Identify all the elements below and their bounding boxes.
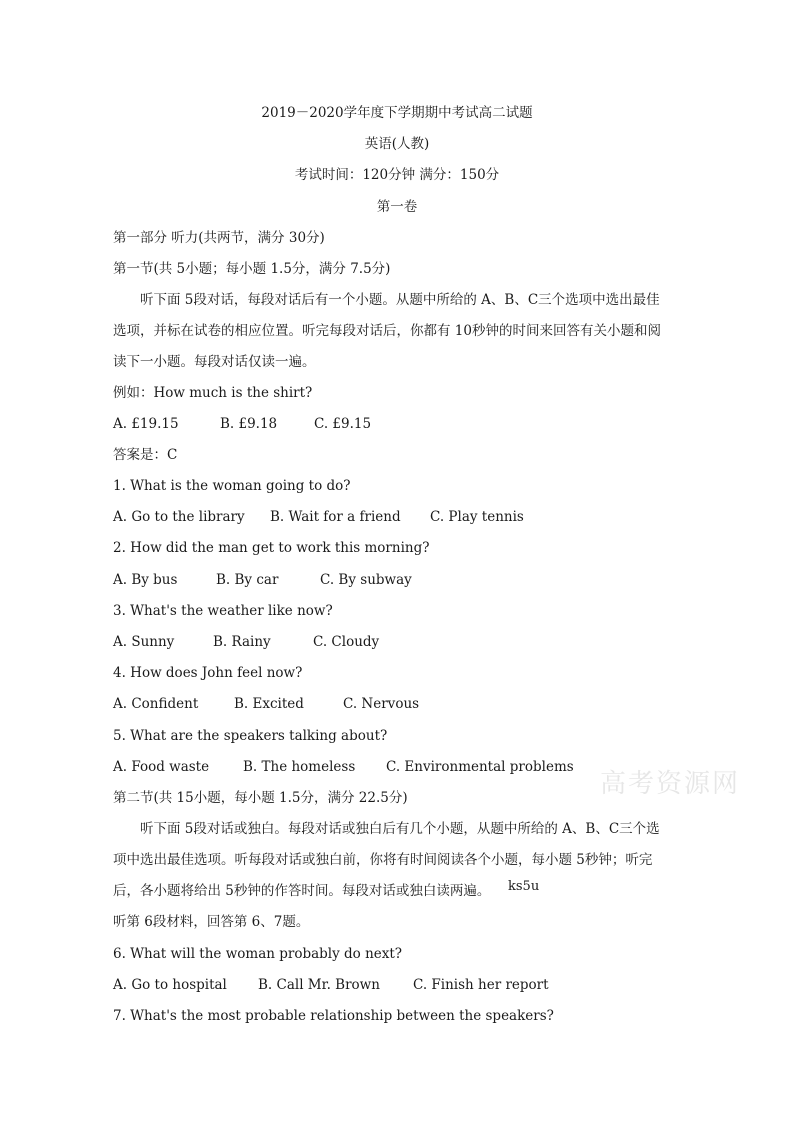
example-option-b: B. £9.18 [220, 416, 278, 432]
example-option-a: A. £19.15 [113, 416, 179, 432]
q1-option-a: A. Go to the library [113, 509, 245, 525]
q2-option-a: A. By bus [113, 572, 178, 588]
q6-option-a: A. Go to hospital [113, 977, 227, 993]
question-6: 6. What will the woman probably do next? [113, 946, 403, 962]
q3-option-b: B. Rainy [213, 634, 271, 650]
q1-option-c: C. Play tennis [430, 509, 524, 525]
question-4: 4. How does John feel now? [113, 665, 303, 681]
instruction2-line: 听下面 5段对话或独白。每段对话或独白后有几个小题，从题中所给的 A、B、C三个选 [140, 821, 660, 837]
q2-option-b: B. By car [216, 572, 279, 588]
q3-option-a: A. Sunny [113, 634, 175, 650]
q4-option-c: C. Nervous [343, 696, 420, 712]
q6-option-c: C. Finish her report [413, 977, 549, 993]
ks5u-mark: ks5u [508, 879, 540, 894]
question-3: 3. What's the weather like now? [113, 603, 333, 619]
watermark: 高考资源网 [600, 769, 741, 799]
question-1: 1. What is the woman going to do? [113, 478, 351, 494]
time-score: 考试时间：120分钟 满分：150分 [294, 167, 500, 183]
instruction-line: 选项，并标在试卷的相应位置。听完每段对话后，你都有 10秒钟的时间来回答有关小题和阅 [113, 323, 661, 339]
q3-option-c: C. Cloudy [313, 634, 380, 650]
section1-title: 第一节(共 5小题；每小题 1.5分，满分 7.5分) [113, 261, 391, 277]
volume-title: 第一卷 [376, 199, 418, 215]
example-option-c: C. £9.15 [314, 416, 372, 432]
instruction2-line: 后，各小题将给出 5秒钟的作答时间。每段对话或独白读两遍。 [113, 883, 491, 899]
question-5: 5. What are the speakers talking about? [113, 728, 388, 744]
section2-title: 第二节(共 15小题，每小题 1.5分，满分 22.5分) [113, 790, 408, 806]
q2-option-c: C. By subway [320, 572, 412, 588]
example-question: 例如：How much is the shirt? [113, 385, 313, 401]
question-7: 7. What's the most probable relationship between the speakers? [113, 1008, 554, 1024]
q5-option-c: C. Environmental problems [386, 759, 574, 775]
material-6-heading: 听第 6段材料，回答第 6、7题。 [113, 914, 310, 930]
q4-option-b: B. Excited [234, 696, 304, 712]
q6-option-b: B. Call Mr. Brown [258, 977, 380, 993]
q4-option-a: A. Confident [113, 696, 199, 712]
exam-title: 2019－2020学年度下学期期中考试高二试题 [261, 105, 533, 121]
part1-title: 第一部分 听力(共两节，满分 30分) [113, 230, 325, 246]
question-2: 2. How did the man get to work this morning? [113, 540, 430, 556]
instruction2-line: 项中选出最佳选项。听每段对话或独白前，你将有时间阅读各个小题，每小题 5秒钟；听完 [113, 852, 653, 868]
instruction-line: 读下一小题。每段对话仅读一遍。 [113, 354, 316, 370]
example-answer: 答案是：C [113, 447, 178, 463]
subject-title: 英语(人教) [364, 136, 430, 152]
q5-option-b: B. The homeless [243, 759, 356, 775]
instruction-line: 听下面 5段对话，每段对话后有一个小题。从题中所给的 A、B、C三个选项中选出最佳 [140, 292, 660, 308]
q1-option-b: B. Wait for a friend [270, 509, 401, 525]
q5-option-a: A. Food waste [113, 759, 210, 775]
